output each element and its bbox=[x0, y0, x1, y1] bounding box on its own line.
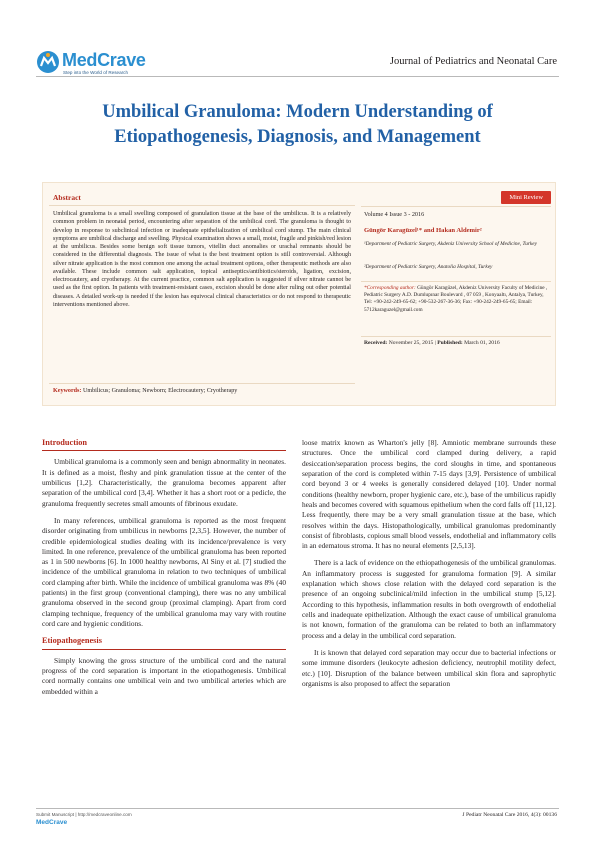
article-type-badge: Mini Review bbox=[501, 191, 551, 204]
header-divider bbox=[36, 76, 559, 77]
received-label: Received: bbox=[364, 340, 388, 346]
keywords-list: Umbilicus; Granuloma; Newborn; Electrocautery; Cryotherapy bbox=[82, 388, 238, 394]
received-date: November 25, 2015 | bbox=[387, 340, 438, 346]
article-title: Umbilical Granuloma: Modern Understanding of Etiopathogenesis, Diagnosis, and Management bbox=[102, 102, 493, 147]
paragraph: There is a lack of evidence on the ethiopathogenesis of the umbilical granulomas. An inflammatory process is suggested for granuloma formation [9]. A similar explanation which shows close relation with the delayed cord separation is the presence of an ongoing subclinical/mild infection in the umbilical stump [5,12]. According to this hypothesis, inflammation results in both overgrowth of endothelial cells and inadequate epithelization. Although the exact cause of umbilical granuloma is not known, formation of the granuloma can be related to both an inflammatory process and a delay in the umbilical cord separation. bbox=[302, 558, 556, 640]
volume-issue: Volume 4 Issue 3 - 2016 bbox=[364, 211, 425, 218]
corresponding-author bbox=[364, 285, 550, 314]
logo-name: MedCrave bbox=[62, 50, 146, 70]
submit-manuscript-link[interactable]: Submit Manuscript | http://medcraveonline.com bbox=[36, 812, 132, 817]
abstract-section bbox=[49, 189, 355, 309]
paragraph: loose matrix known as Wharton's jelly [8]. Amniotic membrane surrounds these structures. Once the umbilical cord clamped during delivery, a rapid desiccation/separation process begins, the cord sloughs in time, and spontaneous separation of the cord is completed within 7-15 days [3,9]. Persistence of umbilical cord beyond 3 or 4 weeks is generally considered delayed [10]. Under normal conditions (healthy newborn, proper hygienic care, etc.), base of the umbilicus rapidly heals and becomes covered with squamous epithelium when the cord falls off [11,12]. Less frequently, there may be a very small granulation tissue at the base, which resolves within the days. Histopathologically, umbilical granulomas predominantly consist of fibroblasts, copious small blood vessels, endothelial and inflammatory cells in an edematous stroma. It has no neural elements [2,5,13]. bbox=[302, 438, 556, 551]
paragraph: It is known that delayed cord separation may occur due to bacterial infections or some immune disorders (leukocyte adhesion deficiency, neutrophil motility defect, etc.) [10]. Disruption of the balance between umbilical skin flora and saprophytic organisms is also proposed to affect the separation bbox=[302, 647, 556, 688]
info-divider bbox=[361, 281, 551, 282]
footer-divider bbox=[36, 808, 559, 809]
body-column-right bbox=[302, 438, 556, 696]
abstract-heading: Abstract bbox=[49, 189, 355, 206]
keywords-label: Keywords: bbox=[53, 388, 82, 394]
body-column-left bbox=[42, 438, 286, 704]
article-dates bbox=[364, 340, 500, 346]
keywords bbox=[49, 383, 355, 398]
info-divider bbox=[361, 206, 551, 207]
affiliation-1: ¹Department of Pediatric Surgery, Akdeniz University School of Medicine, Turkey bbox=[364, 241, 537, 247]
paragraph: In many references, umbilical granuloma is reported as the most frequent disorder originating from umbilicus in newborns [2,3,5]. However, the number of credible epidemiological studies dealing with its incidence/prevalence is very limited. In one reference, prevalence of the umbilical granuloma has been reported as 1 in 500 newborns [6]. In 1000 healthy newborns, Al Siny et al. [7] studied the incidence of the umbilical granuloma in relation to two techniques of umbilical cord clamping after birth. While the incidence of umbilical granuloma was 8% (40 patients) in the first group (conventional clamping), there was no any umbilical granuloma observed in the second group (proximal clamping). Apart from cord clamping technique, frequency of the umbilical granuloma may vary with routine cord care and hygienic conditions. bbox=[42, 515, 286, 628]
publisher-logo[interactable] bbox=[36, 50, 166, 78]
section-heading-introduction: Introduction bbox=[42, 438, 286, 451]
info-divider bbox=[361, 336, 551, 337]
authors: Güngör Karagüzel¹* and Hakan Aldemir² bbox=[364, 227, 482, 234]
corresponding-author-details[interactable]: Güngör Karagüzel, Akdeniz University Faculty of Medicine , Pediatric Surgery A.D. Dumlupınar Boulevard , 07 059 , Konyaaltı, Antalya, Turkey, Tel: +90-242-249-65-62; +90-532-267-36-36; Fax: +90-242-249-65-65; Email: 5712karaguzel@gmail.com bbox=[364, 285, 548, 313]
paragraph: Umbilical granuloma is a commonly seen and benign abnormality in neonates. It is defined as a moist, fleshy and pink granulation tissue at the center of the umbilicus [1,2]. Characteristically, the granuloma becomes apparent after separation of the umbilical cord [3,4]. Whether it has a short root or a pedicle, the granuloma frequently secretes small amounts of fibrinous exudate. bbox=[42, 457, 286, 508]
paragraph: Simply knowing the gross structure of the umbilical cord and the natural progress of the cord separation is important in the etiopathogenesis. Umbilical cord normally contains one umbilical vein and two umbilical arteries which are embedded within a bbox=[42, 655, 286, 696]
section-heading-etiopathogenesis: Etiopathogenesis bbox=[42, 636, 286, 649]
affiliation-2: ²Department of Pediatric Surgery, Anatolia Hospital, Turkey bbox=[364, 264, 493, 270]
footer-logo[interactable]: MedCrave bbox=[36, 819, 68, 826]
logo-tagline: Step into the World of Research bbox=[63, 70, 129, 75]
abstract-text: Umbilical granuloma is a small swelling composed of granulation tissue at the base of the umbilicus. It is a relatively common problem in neonatal period, encountering after separation of the umbilical cord. The granuloma is thought to develop in response to subclinical infection or inadequate epithelialization of umbilical cord stump. The main clinical symptoms are umbilical discharge and swelling. Physical examination shows a small, moist, fragile and pinkish/red lesion at the umbilicus. Besides some benign soft tissue tumors, vitellin duct anomalies or urachal remnants should be considered in the differential diagnosis. The issue of what is the best treatment option is still controversial. Although silver nitrate application is the most common one among the actual treatment options, other therapeutic methods are also available. These include common salt application, topical antiseptics/antibiotics/steroids, ligation, excision, electrocautery, and cryotherapy. At the current practice, common salt application is suggested if silver nitrate cannot be used as the first option. In patients with treatment-resistant cases, excision should be done after ruling out other potential diseases. A detailed work-up is needed if the lesion has equivocal clinical characteristics or do not respond to therapeutic interventions mentioned above. bbox=[53, 211, 351, 308]
medcrave-logo-icon bbox=[36, 50, 60, 74]
published-label: Published: bbox=[437, 340, 463, 346]
journal-name: Journal of Pediatrics and Neonatal Care bbox=[389, 56, 557, 67]
abstract-box bbox=[42, 182, 556, 406]
corresponding-author-label: *Corresponding author: bbox=[364, 285, 416, 291]
published-date: March 01, 2016 bbox=[462, 340, 500, 346]
citation: J Pediatr Neonatal Care 2016, 4(3): 00136 bbox=[462, 812, 557, 818]
